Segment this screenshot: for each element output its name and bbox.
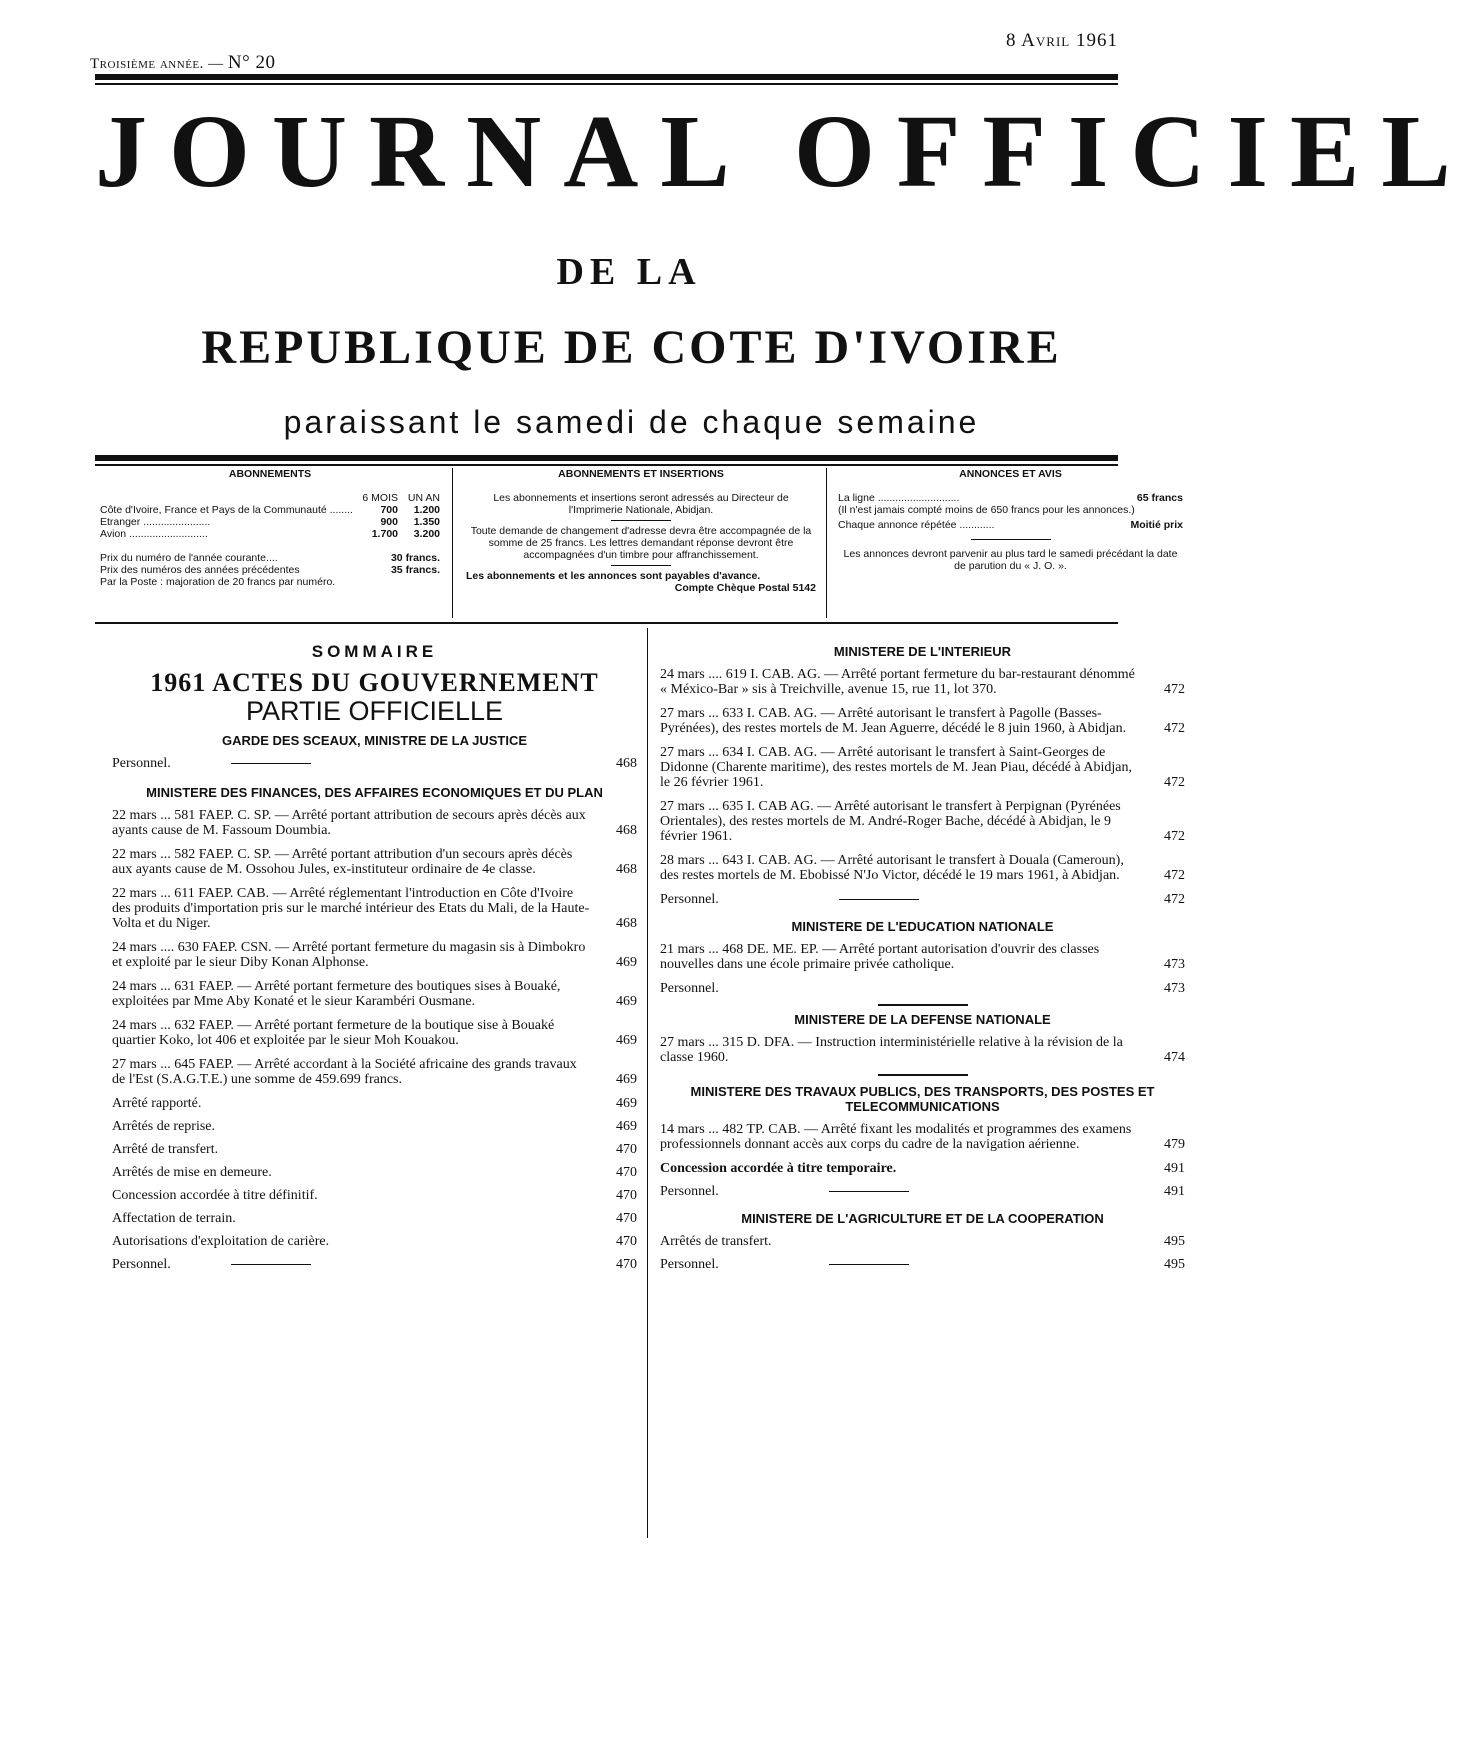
simple-label: Autorisations d'exploitation de carière. — [112, 1234, 330, 1249]
toc-entry — [112, 808, 637, 838]
subscription-label: Etranger ....................... — [100, 516, 211, 529]
entry-text: 643 I. CAB. AG. — Arrêté autorisant le transfert à Douala (Cameroun), des restes mortels de M. Ebobissé N'Jo Victor, décédé le 19 mars 1961, à Abidjan. — [660, 853, 1124, 883]
page-number: 470 — [616, 1234, 637, 1249]
page-number: 469 — [616, 1033, 637, 1048]
toc-entry — [660, 667, 1185, 697]
deadline-note: Les annonces devront parvenir au plus tard le samedi précédant la date de parution du « J. O. ». — [843, 548, 1178, 573]
entry-text: 645 FAEP. — Arrêté accordant à la Société africaine des grands travaux de l'Est (S.A.G.T.E.) une somme de 459.699 francs. — [112, 1057, 577, 1087]
entry-text: 630 FAEP. CSN. — Arrêté portant fermeture du magasin sis à Dimbokro et exploité par le sieur Diby Konan Alphonse. — [112, 940, 586, 970]
repeat-price-value: Moitié prix — [1130, 519, 1183, 532]
box-divider — [452, 468, 453, 618]
page-number: 470 — [616, 1257, 637, 1272]
simple-label: Personnel. — [660, 981, 719, 996]
page-number: 473 — [1164, 957, 1185, 972]
insertions-change: Toute demande de changement d'adresse devra être accompagnée de la somme de 25 francs. Les lettres demandant réponse devront être accompagnées d'un timbre pour affranchissement. — [470, 525, 812, 562]
interieur-personnel — [660, 892, 1185, 907]
page-number: 469 — [616, 955, 637, 970]
minimum-note: (Il n'est jamais compté moins de 650 francs pour les annonces.) — [838, 504, 1135, 517]
page-number: 469 — [616, 1096, 637, 1111]
entry-text: 315 D. DFA. — Instruction interministérielle relative à la révision de la classe 1960. — [660, 1035, 1123, 1065]
toc-simple — [660, 1184, 1185, 1199]
page-number: 495 — [1164, 1234, 1185, 1249]
page-number: 468 — [616, 916, 637, 931]
agriculture-heading: MINISTERE DE L'AGRICULTURE ET DE LA COOPERATION — [741, 1211, 1104, 1226]
entry-text: 634 I. CAB. AG. — Arrêté autorisant le transfert à Saint-Georges de Didonne (Charente maritime), des restes mortels de M. Jean Piau, décédé à Abidjan, le 26 février 1961. — [660, 745, 1132, 790]
entry-text: 581 FAEP. C. SP. — Arrêté portant attribution de secours après décès aux ayants cause de M. Fassoum Doumbia. — [112, 808, 586, 838]
insertions-heading: ABONNEMENTS ET INSERTIONS — [558, 468, 724, 480]
page-number: 473 — [1164, 981, 1185, 996]
entry-date: 24 mars ... — [112, 1018, 171, 1033]
page-number: 470 — [616, 1188, 637, 1203]
entry-date: 24 mars .... — [112, 940, 175, 955]
toc-simple — [112, 1119, 637, 1134]
repeat-price — [838, 519, 1183, 531]
page-number: 472 — [1164, 829, 1185, 844]
entry-date: 27 mars ... — [660, 799, 719, 814]
entry-date: 27 mars ... — [112, 1057, 171, 1072]
entry-date: 22 mars ... — [112, 847, 171, 862]
page-number: 470 — [616, 1211, 637, 1226]
page-number: 472 — [1164, 892, 1185, 907]
section-rule — [878, 1074, 968, 1076]
issue-number: N° 20 — [227, 52, 276, 73]
sommaire-heading: SOMMAIRE — [311, 642, 438, 661]
announcements-divider — [971, 539, 1051, 540]
toc-simple — [112, 1096, 637, 1111]
subscription-six: 700 — [380, 504, 398, 517]
column-divider — [647, 628, 648, 1538]
page-number: 479 — [1164, 1137, 1185, 1152]
toc-entry — [112, 847, 637, 877]
defense-heading: MINISTERE DE LA DEFENSE NATIONALE — [794, 1012, 1051, 1027]
rule — [231, 763, 311, 764]
subscription-label: Côte d'Ivoire, France et Pays de la Communauté ........ — [100, 504, 353, 517]
page-number: 472 — [1164, 868, 1185, 883]
toc-simple — [660, 1161, 1185, 1176]
toc-entry — [660, 706, 1185, 736]
page-number: 469 — [616, 1072, 637, 1087]
toc-entry — [660, 745, 1185, 790]
page-number: 469 — [616, 994, 637, 1009]
entry-date: 24 mars .... — [660, 667, 723, 682]
entry-text: 631 FAEP. — Arrêté portant fermeture des boutiques sises à Bouaké, exploitées par Mme Aby Konaté et le sieur Karambéri Ousmane. — [112, 979, 561, 1009]
toc-simple — [112, 1165, 637, 1180]
simple-label: Concession accordée à titre définitif. — [112, 1188, 318, 1203]
entry-date: 14 mars ... — [660, 1122, 719, 1137]
rule — [829, 1191, 909, 1192]
subscription-row — [100, 516, 440, 528]
toc-simple — [660, 1257, 1185, 1272]
page-number: 474 — [1164, 1050, 1185, 1065]
section-rule — [878, 1004, 968, 1006]
justice-heading: GARDE DES SCEAUX, MINISTRE DE LA JUSTICE — [221, 733, 528, 748]
entry-date: 22 mars ... — [112, 808, 171, 823]
left-column — [112, 644, 637, 1280]
justice-personnel — [112, 756, 637, 771]
toc-entry — [660, 942, 1185, 972]
postal-surcharge: Par la Poste : majoration de 20 francs par numéro. — [100, 576, 336, 589]
entry-text: 635 I. CAB AG. — Arrêté autorisant le transfert à Perpignan (Pyrénées Orientales), des restes mortels de M. André-Roger Bache, décédé à Abidjan, le 9 février 1961. — [660, 799, 1121, 844]
title-de-la: DE LA — [556, 251, 702, 293]
toc-entry — [112, 1018, 637, 1048]
col-6mois: 6 MOIS — [362, 492, 398, 505]
subscriptions-heading: ABONNEMENTS — [228, 468, 312, 480]
box-divider — [826, 468, 827, 618]
page-number: 468 — [616, 756, 637, 771]
toc-entry — [112, 886, 637, 931]
simple-label: Personnel. — [660, 1257, 719, 1272]
info-rule-top — [95, 455, 1118, 461]
page-number: 472 — [1164, 721, 1185, 736]
entry-date: 24 mars ... — [112, 979, 171, 994]
toc-entry — [660, 853, 1185, 883]
page-number: 472 — [1164, 775, 1185, 790]
page-number: 495 — [1164, 1257, 1185, 1272]
insertions-payable: Les abonnements et les annonces sont payables d'avance. — [466, 570, 761, 583]
toc-entry — [112, 1057, 637, 1087]
edition-text: Troisième année. — — [90, 56, 224, 72]
entry-date: 28 mars ... — [660, 853, 719, 868]
finances-heading: MINISTERE DES FINANCES, DES AFFAIRES ECONOMIQUES ET DU PLAN — [146, 785, 603, 800]
simple-label: Personnel. — [660, 1184, 719, 1199]
toc-simple — [660, 1234, 1185, 1249]
masthead-rule-top — [95, 74, 1118, 80]
entry-date: 27 mars ... — [660, 745, 719, 760]
simple-label: Personnel. — [660, 892, 719, 907]
subscriptions-box — [100, 468, 440, 618]
price-current — [100, 552, 440, 564]
postal-account: Compte Chèque Postal 5142 — [674, 582, 816, 595]
subscription-six: 900 — [380, 516, 398, 529]
page-number: 491 — [1164, 1161, 1185, 1176]
col-an: UN AN — [407, 492, 440, 505]
page-number: 468 — [616, 862, 637, 877]
entry-date: 27 mars ... — [660, 1035, 719, 1050]
entry-text: 482 TP. CAB. — Arrêté fixant les modalités et programmes des examens professionnels donnant accès aux corps du cadre de la navigation aérienne. — [660, 1122, 1132, 1152]
toc-entry — [660, 1035, 1185, 1065]
rule — [231, 1264, 311, 1265]
insertions-divider — [611, 520, 671, 521]
subscription-year: 1.200 — [413, 504, 440, 517]
subscription-year: 1.350 — [413, 516, 440, 529]
info-rule-thin — [95, 464, 1118, 466]
subscriptions-header-row — [100, 492, 440, 504]
simple-label: Affectation de terrain. — [112, 1211, 236, 1226]
entry-date: 22 mars ... — [112, 886, 171, 901]
simple-label: Concession accordée à titre temporaire. — [660, 1161, 897, 1176]
page-number: 472 — [1164, 682, 1185, 697]
announcements-box — [838, 468, 1183, 618]
line-price-value: 65 francs — [1136, 492, 1183, 505]
subscription-year: 3.200 — [413, 528, 440, 541]
subscription-six: 1.700 — [371, 528, 398, 541]
page-number: 491 — [1164, 1184, 1185, 1199]
simple-label: Arrêtés de reprise. — [112, 1119, 216, 1134]
travaux-heading: MINISTERE DES TRAVAUX PUBLICS, DES TRANSPORTS, DES POSTES ET TELECOMMUNICATIONS — [690, 1084, 1155, 1114]
info-rule-bottom — [95, 622, 1118, 624]
insertions-divider — [611, 565, 671, 566]
subscriptions-table — [100, 492, 440, 540]
toc-entry — [660, 1122, 1185, 1152]
justice-personnel-label: Personnel. — [112, 756, 171, 771]
subscription-label: Avion ........................... — [100, 528, 208, 541]
price-current-label: Prix du numéro de l'année courante.... — [100, 552, 278, 565]
price-past — [100, 564, 440, 576]
price-past-label: Prix des numéros des années précédentes — [100, 564, 300, 577]
page-number: 468 — [616, 823, 637, 838]
issue-date: 8 Avril 1961 — [1005, 30, 1118, 51]
publication-frequency: paraissant le samedi de chaque semaine — [283, 404, 980, 440]
price-past-value: 35 francs. — [390, 564, 440, 577]
entry-date: 27 mars ... — [660, 706, 719, 721]
toc-simple — [112, 1211, 637, 1226]
entry-text: 468 DE. ME. EP. — Arrêté portant autorisation d'ouvrir des classes nouvelles dans une école primaire privée catholique. — [660, 942, 1100, 972]
page-number: 470 — [616, 1165, 637, 1180]
rule — [839, 899, 919, 900]
page-number: 469 — [616, 1119, 637, 1134]
simple-label: Arrêté de transfert. — [112, 1142, 219, 1157]
edition-label — [90, 52, 275, 74]
partie-heading: PARTIE OFFICIELLE — [245, 696, 504, 726]
simple-label: Arrêté rapporté. — [112, 1096, 202, 1111]
toc-entry — [112, 979, 637, 1009]
simple-label: Personnel. — [112, 1257, 171, 1272]
toc-simple — [112, 1188, 637, 1203]
page-number: 470 — [616, 1142, 637, 1157]
journal-title: JOURNAL OFFICIEL — [95, 94, 1473, 209]
line-price — [838, 492, 1183, 504]
rule — [829, 1264, 909, 1265]
entry-text: 582 FAEP. C. SP. — Arrêté portant attribution d'un secours après décès aux ayants cause de M. Ossohou Jules, ex-instituteur ordinaire de 4e classe. — [112, 847, 573, 877]
toc-entry — [660, 799, 1185, 844]
masthead-rule-thin — [95, 83, 1118, 85]
simple-label: Arrêtés de mise en demeure. — [112, 1165, 272, 1180]
right-column — [660, 644, 1185, 1280]
entry-text: 632 FAEP. — Arrêté portant fermeture de la boutique sise à Bouaké quartier Koko, lot 406 et exploitée par le sieur Moh Kouakou. — [112, 1018, 555, 1048]
subscription-row — [100, 528, 440, 540]
toc-entry — [112, 940, 637, 970]
education-heading: MINISTERE DE L'EDUCATION NATIONALE — [791, 919, 1054, 934]
entry-date: 21 mars ... — [660, 942, 719, 957]
entry-text: 619 I. CAB. AG. — Arrêté portant fermeture du bar-restaurant dénommé « México-Bar » sis à Treichville, avenue 15, rue 11, lot 370. — [660, 667, 1135, 697]
toc-simple — [112, 1142, 637, 1157]
toc-simple — [112, 1234, 637, 1249]
insertions-address: Les abonnements et insertions seront adressés au Directeur de l'Imprimerie Nationale, Abidjan. — [493, 492, 789, 517]
actes-heading: 1961 ACTES DU GOUVERNEMENT — [150, 668, 599, 697]
announcements-heading: ANNONCES ET AVIS — [959, 468, 1062, 480]
interieur-heading: MINISTERE DE L'INTERIEUR — [833, 644, 1012, 659]
simple-label: Arrêtés de transfert. — [660, 1234, 772, 1249]
repeat-price-label: Chaque annonce répétée ............ — [838, 519, 995, 532]
price-current-value: 30 francs. — [390, 552, 440, 565]
subscription-row — [100, 504, 440, 516]
insertions-box — [466, 468, 816, 618]
entry-text: 633 I. CAB. AG. — Arrêté autorisant le transfert à Pagolle (Basses-Pyrénées), des restes mortels de M. Jean Aguerre, décédé le 8 juin 1960, à Abidjan. — [660, 706, 1127, 736]
toc-simple — [112, 1257, 637, 1272]
education-personnel — [660, 981, 1185, 996]
line-price-label: La ligne ............................ — [838, 492, 960, 505]
republic-title: REPUBLIQUE DE COTE D'IVOIRE — [201, 321, 1062, 374]
entry-text: 611 FAEP. CAB. — Arrêté réglementant l'introduction en Côte d'Ivoire des produits d'importation pris sur le marché intérieur des Etats du Mali, de la Haute-Volta et du Niger. — [112, 886, 590, 931]
